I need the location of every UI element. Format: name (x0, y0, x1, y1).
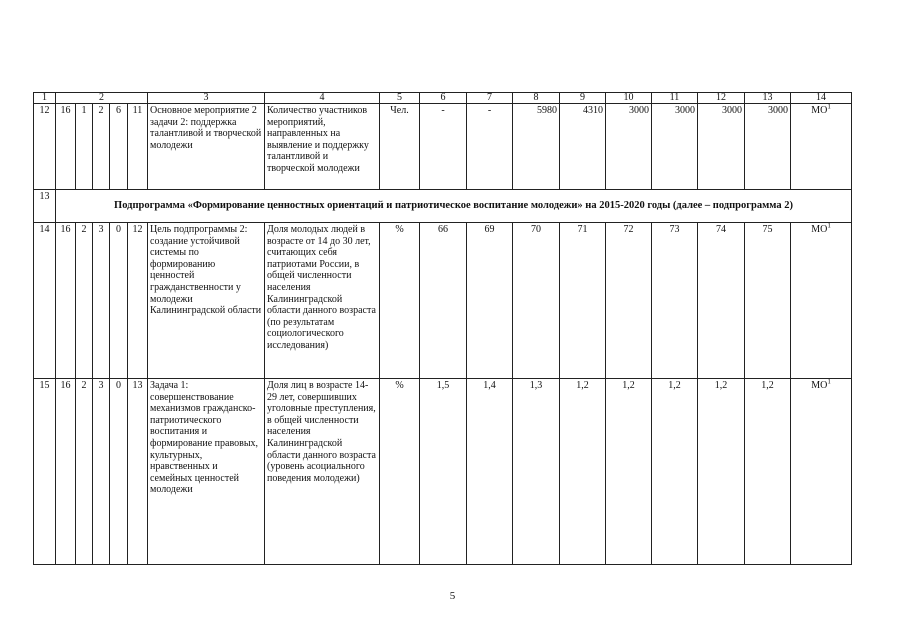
value-cell: 73 (652, 223, 698, 379)
activity-name: Цель подпрограммы 2: создание устойчивой системы по формированию ценностей гражданственности у молодежи Калининградской области (148, 223, 265, 379)
code-cell: 16 (56, 223, 76, 379)
table-row (34, 104, 852, 190)
indicator-name: Количество участников мероприятий, направленных на выявление и поддержку талантливой и творческой молодежи (265, 104, 380, 190)
header-cell: 13 (745, 93, 791, 104)
code-cell: 6 (110, 104, 128, 190)
code-cell: 16 (56, 379, 76, 565)
value-cell: 3000 (606, 104, 652, 190)
unit-cell: Чел. (380, 104, 420, 190)
value-cell: 1,2 (745, 379, 791, 565)
value-cell: 5980 (513, 104, 560, 190)
code-cell: 0 (110, 379, 128, 565)
header-cell: 3 (148, 93, 265, 104)
value-cell: - (420, 104, 467, 190)
responsible-label: МО (811, 105, 828, 116)
footnote-mark: 1 (827, 378, 831, 386)
indicator-name: Доля лиц в возрасте 14-29 лет, совершивших уголовные преступления, в общей численности населения Калининградской области данного возраста (уровень асоциального поведения молодежи) (265, 379, 380, 565)
value-cell: 74 (698, 223, 745, 379)
header-cell: 4 (265, 93, 380, 104)
value-cell: 3000 (652, 104, 698, 190)
header-cell: 14 (791, 93, 852, 104)
code-cell: 0 (110, 223, 128, 379)
header-cell: 8 (513, 93, 560, 104)
value-cell: 69 (467, 223, 513, 379)
subprogram-row (34, 190, 852, 223)
activity-name: Основное мероприятие 2 задачи 2: поддержка талантливой и творческой молодежи (148, 104, 265, 190)
footnote-mark: 1 (827, 222, 831, 230)
value-cell: 1,2 (560, 379, 606, 565)
indicators-table (33, 92, 852, 565)
row-number: 13 (34, 190, 56, 223)
value-cell: 70 (513, 223, 560, 379)
value-cell: 1,3 (513, 379, 560, 565)
table-row (34, 223, 852, 379)
code-cell: 3 (93, 379, 110, 565)
header-cell: 9 (560, 93, 606, 104)
header-cell: 1 (34, 93, 56, 104)
value-cell: 4310 (560, 104, 606, 190)
header-cell: 6 (420, 93, 467, 104)
row-number: 14 (34, 223, 56, 379)
header-cell: 2 (56, 93, 148, 104)
subprogram-title: Подпрограмма «Формирование ценностных ориентаций и патриотическое воспитание молодежи» на 2015-2020 годы (далее – подпрограмма 2) (56, 190, 852, 223)
row-number: 15 (34, 379, 56, 565)
code-cell: 1 (76, 104, 93, 190)
header-cell: 5 (380, 93, 420, 104)
value-cell: 1,2 (606, 379, 652, 565)
header-cell: 7 (467, 93, 513, 104)
code-cell: 2 (76, 379, 93, 565)
value-cell: 75 (745, 223, 791, 379)
code-cell: 3 (93, 223, 110, 379)
responsible-cell (791, 104, 852, 190)
value-cell: 1,4 (467, 379, 513, 565)
code-cell: 13 (128, 379, 148, 565)
value-cell: 71 (560, 223, 606, 379)
value-cell: 1,5 (420, 379, 467, 565)
responsible-cell (791, 223, 852, 379)
header-cell: 11 (652, 93, 698, 104)
responsible-cell (791, 379, 852, 565)
value-cell: 1,2 (698, 379, 745, 565)
row-number: 12 (34, 104, 56, 190)
value-cell: 66 (420, 223, 467, 379)
value-cell: 3000 (745, 104, 791, 190)
value-cell: 3000 (698, 104, 745, 190)
value-cell: 1,2 (652, 379, 698, 565)
code-cell: 11 (128, 104, 148, 190)
responsible-label: МО (811, 380, 828, 391)
value-cell: 72 (606, 223, 652, 379)
responsible-label: МО (811, 224, 828, 235)
code-cell: 12 (128, 223, 148, 379)
unit-cell: % (380, 223, 420, 379)
header-cell: 10 (606, 93, 652, 104)
footnote-mark: 1 (827, 103, 831, 111)
activity-name: Задача 1: совершенствование механизмов гражданско-патриотического воспитания и формирование правовых, культурных, нравственных и семейных ценностей молодежи (148, 379, 265, 565)
value-cell: - (467, 104, 513, 190)
unit-cell: % (380, 379, 420, 565)
table-row (34, 379, 852, 565)
header-cell: 12 (698, 93, 745, 104)
header-row (34, 93, 852, 104)
page-number: 5 (449, 590, 456, 602)
code-cell: 16 (56, 104, 76, 190)
indicator-name: Доля молодых людей в возрасте от 14 до 30 лет, считающих себя патриотами России, в общей численности населения Калининградской области данного возраста (по результатам социологического исследования) (265, 223, 380, 379)
code-cell: 2 (76, 223, 93, 379)
code-cell: 2 (93, 104, 110, 190)
